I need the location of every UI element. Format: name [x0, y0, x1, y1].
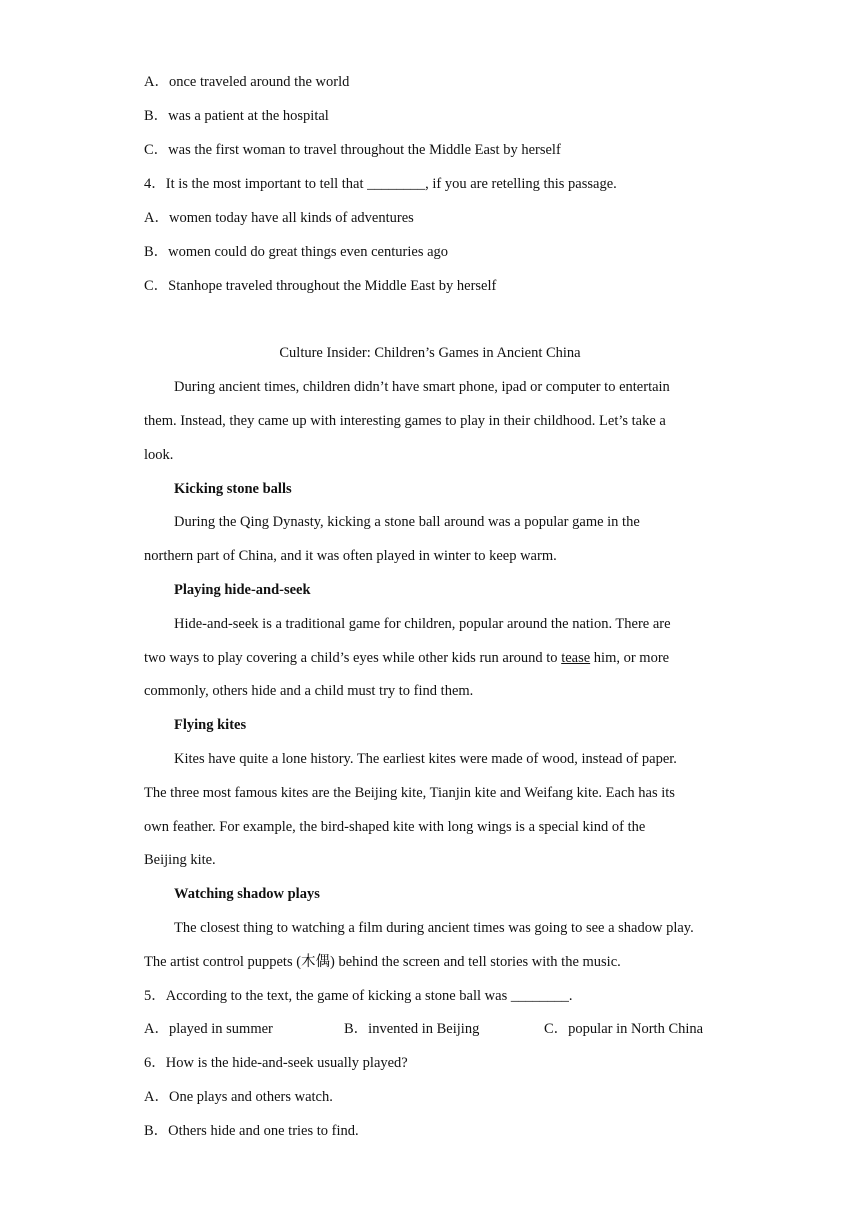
q5-option-a: A．played in summer	[144, 1021, 273, 1037]
stone-balls-line-1: During the Qing Dynasty, kicking a stone ball around was a popular game in the	[174, 514, 640, 530]
q4-option-b: B．women could do great things even centuries ago	[144, 244, 449, 260]
q6-option-b: B．Others hide and one tries to find.	[144, 1123, 359, 1139]
q5-option-c: C．popular in North China	[544, 1021, 704, 1037]
shadow-plays-line-1: The closest thing to watching a film during ancient times was going to see a shadow play.	[174, 920, 694, 936]
q3-option-c: C．was the first woman to travel throughout the Middle East by herself	[144, 142, 561, 158]
kites-line-4: Beijing kite.	[144, 852, 216, 868]
q3-option-a: A．once traveled around the world	[144, 74, 350, 90]
q6-option-a: A．One plays and others watch.	[144, 1089, 333, 1105]
shadow-plays-line-2: The artist control puppets (木偶) behind the screen and tell stories with the music.	[144, 954, 621, 970]
q5-options-row	[144, 1019, 724, 1039]
stone-balls-line-2: northern part of China, and it was often played in winter to keep warm.	[144, 548, 557, 564]
underlined-word-tease: tease	[561, 650, 591, 666]
intro-line-3: look.	[144, 447, 174, 463]
hide-and-seek-line-3: commonly, others hide and a child must try to find them.	[144, 683, 474, 699]
q5-stem: 5．According to the text, the game of kicking a stone ball was ________.	[144, 988, 573, 1004]
kites-line-2: The three most famous kites are the Beijing kite, Tianjin kite and Weifang kite. Each has its	[144, 785, 675, 801]
section-heading-hide-and-seek: Playing hide-and-seek	[174, 582, 311, 598]
q3-option-b: B．was a patient at the hospital	[144, 108, 329, 124]
q4-option-c: C．Stanhope traveled throughout the Middle East by herself	[144, 278, 497, 294]
hide-and-seek-line-2-post: him, or more	[590, 650, 670, 666]
section-heading-flying-kites: Flying kites	[174, 717, 247, 733]
intro-line-2: them. Instead, they came up with interesting games to play in their childhood. Let’s take a	[144, 413, 666, 429]
q4-stem: 4．It is the most important to tell that ________, if you are retelling this passage.	[144, 176, 617, 192]
q6-stem: 6．How is the hide-and-seek usually played?	[144, 1055, 408, 1071]
kites-line-3: own feather. For example, the bird-shaped kite with long wings is a special kind of the	[144, 819, 646, 835]
section-heading-stone-balls: Kicking stone balls	[174, 481, 292, 497]
hide-and-seek-line-1: Hide-and-seek is a traditional game for children, popular around the nation. There are	[174, 616, 671, 632]
passage-title: Culture Insider: Children’s Games in Ancient China	[279, 345, 581, 361]
q4-option-a: A．women today have all kinds of adventures	[144, 210, 414, 226]
q5-option-b: B．invented in Beijing	[344, 1021, 480, 1037]
kites-line-1: Kites have quite a lone history. The earliest kites were made of wood, instead of paper.	[174, 751, 677, 767]
intro-line-1: During ancient times, children didn’t have smart phone, ipad or computer to entertain	[174, 379, 670, 395]
section-heading-shadow-plays: Watching shadow plays	[174, 886, 320, 902]
hide-and-seek-line-2-pre: two ways to play covering a child’s eyes while other kids run around to	[144, 650, 562, 666]
hide-and-seek-line-2	[144, 648, 669, 668]
